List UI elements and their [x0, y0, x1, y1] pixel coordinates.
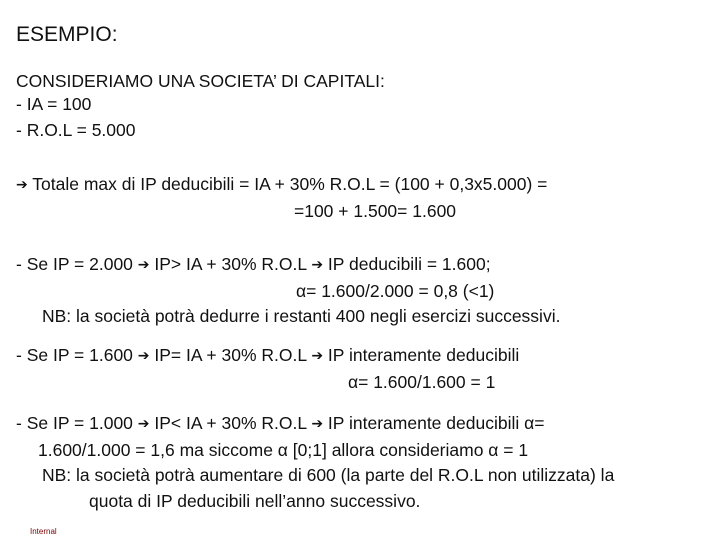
case3-line-2: 1.600/1.000 = 1,6 ma siccome α [0;1] allora consideriamo α = 1	[38, 440, 529, 460]
case2-alpha: α= 1.600/1.600 = 1	[348, 372, 496, 392]
case3-nb-continued: quota di IP deducibili nell’anno successivo.	[89, 491, 421, 511]
intro-item-ia: - IA = 100	[16, 94, 92, 114]
arrow-right-icon: ➔	[137, 415, 150, 431]
case1-nb: NB: la società potrà dedurre i restanti 400 negli esercizi successivi.	[42, 306, 561, 326]
case1-alpha: α= 1.600/2.000 = 0,8 (<1)	[296, 281, 495, 301]
totale-line-1	[16, 173, 547, 195]
arrow-right-icon: ➔	[311, 347, 324, 363]
arrow-right-icon: ➔	[311, 415, 324, 431]
totale-line-2: =100 + 1.500= 1.600	[294, 201, 457, 221]
totale-text: Totale max di IP deducibili = IA + 30% R.O.L = (100 + 0,3x5.000) =	[27, 174, 548, 194]
case3-result: IP interamente deducibili α=	[323, 413, 545, 433]
case3-line	[16, 412, 544, 434]
arrow-right-icon: ➔	[137, 347, 150, 363]
intro-item-rol: - R.O.L = 5.000	[16, 120, 136, 140]
case2-condition: - Se IP = 1.600	[16, 345, 138, 365]
case2-result: IP interamente deducibili	[323, 345, 520, 365]
footer-classification-label: Internal	[30, 527, 57, 536]
case2-comparison: IP= IA + 30% R.O.L	[149, 345, 312, 365]
case1-condition: - Se IP = 2.000	[16, 254, 138, 274]
slide-title: ESEMPIO:	[16, 23, 118, 46]
case2-line	[16, 344, 519, 366]
arrow-right-icon: ➔	[16, 176, 28, 192]
case3-comparison: IP< IA + 30% R.O.L	[149, 413, 312, 433]
case1-result: IP deducibili = 1.600;	[323, 254, 491, 274]
case1-comparison: IP> IA + 30% R.O.L	[149, 254, 312, 274]
arrow-right-icon: ➔	[137, 256, 150, 272]
case3-condition: - Se IP = 1.000	[16, 413, 138, 433]
case3-nb: NB: la società potrà aumentare di 600 (la parte del R.O.L non utilizzata) la	[42, 465, 615, 485]
intro-heading: CONSIDERIAMO UNA SOCIETA’ DI CAPITALI:	[16, 71, 385, 91]
arrow-right-icon: ➔	[311, 256, 324, 272]
case1-line	[16, 253, 491, 275]
